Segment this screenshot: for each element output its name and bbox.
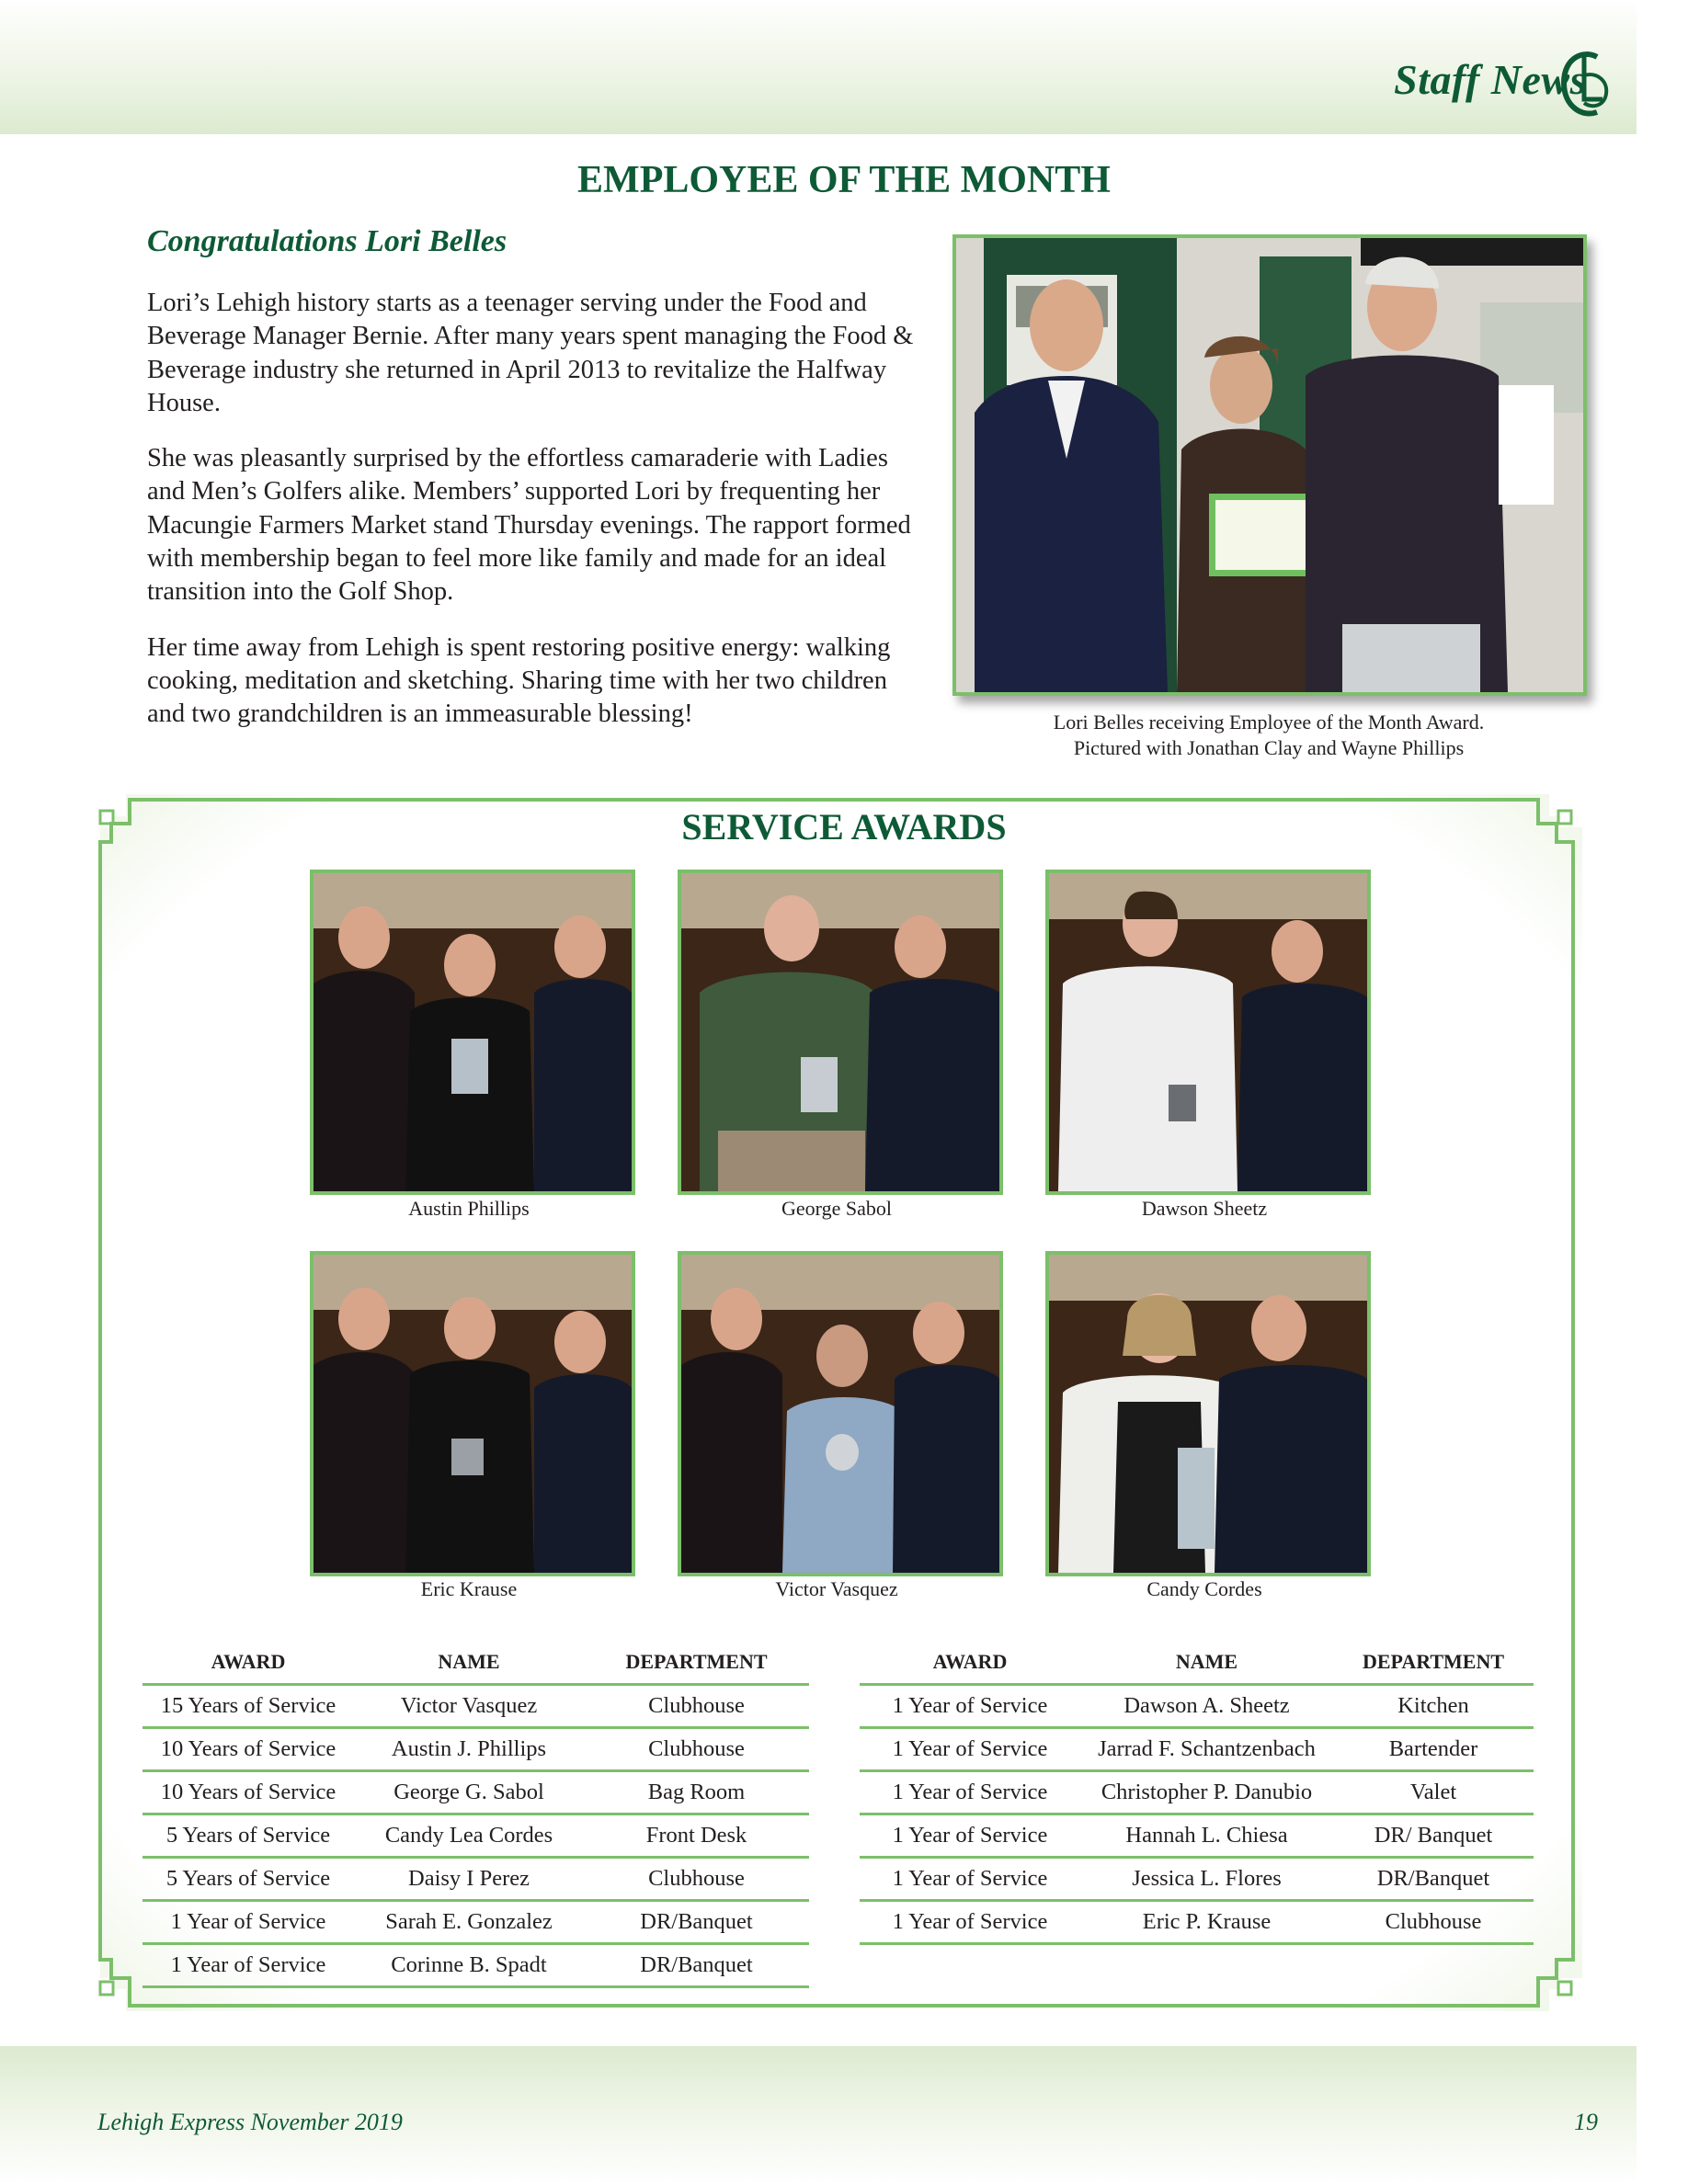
story-paragraph: Lori’s Lehigh history starts as a teenager serving under the Food and Beverage Manager Bernie. After many years spent managing the Food & Beverage industry she returned in April 2013 to revitalize the Halfway House. bbox=[147, 289, 914, 417]
award-cell: 1 Year of Service bbox=[860, 1901, 1080, 1944]
department-cell: Front Desk bbox=[584, 1814, 809, 1858]
award-photo-caption: Candy Cordes bbox=[1146, 1577, 1262, 1600]
table-row bbox=[860, 1814, 1534, 1858]
name-cell: Eric P. Krause bbox=[1080, 1901, 1333, 1944]
name-cell: Jarrad F. Schantzenbach bbox=[1080, 1728, 1333, 1771]
table-row bbox=[860, 1901, 1534, 1944]
department-cell: Bag Room bbox=[584, 1771, 809, 1814]
department-cell: DR/Banquet bbox=[584, 1944, 809, 1987]
name-cell: Christopher P. Danubio bbox=[1080, 1771, 1333, 1814]
section-title: Staff News bbox=[1394, 56, 1587, 103]
name-cell: Hannah L. Chiesa bbox=[1080, 1814, 1333, 1858]
award-cell: 1 Year of Service bbox=[860, 1685, 1080, 1728]
congratulations-subtitle: Congratulations Lori Belles bbox=[147, 224, 508, 258]
service-awards-heading: SERVICE AWARDS bbox=[681, 806, 1007, 847]
page-number: 19 bbox=[1574, 2109, 1598, 2135]
employee-award-photo bbox=[952, 234, 1587, 696]
award-photo bbox=[678, 1251, 1003, 1576]
department-cell: Clubhouse bbox=[584, 1858, 809, 1901]
table-row bbox=[143, 1814, 809, 1858]
award-photo bbox=[1045, 1251, 1371, 1576]
award-cell: 5 Years of Service bbox=[143, 1814, 354, 1858]
award-cell: 1 Year of Service bbox=[143, 1944, 354, 1987]
award-cell: 10 Years of Service bbox=[143, 1728, 354, 1771]
column-header-name: NAME bbox=[1080, 1641, 1333, 1685]
column-header-department: DEPARTMENT bbox=[1333, 1641, 1534, 1685]
award-cell: 1 Year of Service bbox=[143, 1901, 354, 1944]
column-header-name: NAME bbox=[354, 1641, 584, 1685]
name-cell: Candy Lea Cordes bbox=[354, 1814, 584, 1858]
award-cell: 1 Year of Service bbox=[860, 1814, 1080, 1858]
employee-of-month-heading: EMPLOYEE OF THE MONTH bbox=[577, 159, 1111, 201]
name-cell: Dawson A. Sheetz bbox=[1080, 1685, 1333, 1728]
department-cell: Bartender bbox=[1333, 1728, 1534, 1771]
table-row bbox=[143, 1771, 809, 1814]
table-row bbox=[860, 1728, 1534, 1771]
award-cell: 1 Year of Service bbox=[860, 1771, 1080, 1814]
award-photo bbox=[1045, 870, 1371, 1195]
award-cell: 1 Year of Service bbox=[860, 1858, 1080, 1901]
header-band bbox=[0, 0, 1637, 134]
service-awards-table-left bbox=[143, 1641, 809, 1988]
department-cell: Clubhouse bbox=[584, 1728, 809, 1771]
name-cell: Austin J. Phillips bbox=[354, 1728, 584, 1771]
name-cell: Daisy I Perez bbox=[354, 1858, 584, 1901]
column-header-department: DEPARTMENT bbox=[584, 1641, 809, 1685]
award-cell: 5 Years of Service bbox=[143, 1858, 354, 1901]
table-header-row bbox=[860, 1641, 1534, 1685]
publication-name: Lehigh Express November 2019 bbox=[97, 2109, 403, 2135]
award-photo-caption: Eric Krause bbox=[420, 1577, 518, 1600]
name-cell: George G. Sabol bbox=[354, 1771, 584, 1814]
department-cell: Valet bbox=[1333, 1771, 1534, 1814]
story-paragraph: She was pleasantly surprised by the effortless camaraderie with Ladies and Men’s Golfers alike. Members’ supported Lori by frequenting her Macungie Farmers Market stand Thursday evenings. The rapport formed with membership began to feel more like family and made for an ideal transition into the Golf Shop. bbox=[147, 444, 911, 607]
name-cell: Jessica L. Flores bbox=[1080, 1858, 1333, 1901]
department-cell: DR/Banquet bbox=[1333, 1858, 1534, 1901]
service-awards-table-right bbox=[860, 1641, 1534, 1945]
name-cell: Victor Vasquez bbox=[354, 1685, 584, 1728]
table-row bbox=[143, 1728, 809, 1771]
employee-story bbox=[147, 287, 929, 754]
column-header-award: AWARD bbox=[143, 1641, 354, 1685]
column-header-award: AWARD bbox=[860, 1641, 1080, 1685]
table-row bbox=[143, 1901, 809, 1944]
department-cell: Kitchen bbox=[1333, 1685, 1534, 1728]
department-cell: Clubhouse bbox=[584, 1685, 809, 1728]
award-cell: 10 Years of Service bbox=[143, 1771, 354, 1814]
department-cell: Clubhouse bbox=[1333, 1901, 1534, 1944]
award-cell: 1 Year of Service bbox=[860, 1728, 1080, 1771]
name-cell: Corinne B. Spadt bbox=[354, 1944, 584, 1987]
award-photo bbox=[678, 870, 1003, 1195]
photo-caption bbox=[947, 710, 1591, 761]
award-cell: 15 Years of Service bbox=[143, 1685, 354, 1728]
table-row bbox=[860, 1858, 1534, 1901]
award-photo-caption: Victor Vasquez bbox=[775, 1577, 898, 1600]
photo-caption-line: Pictured with Jonathan Clay and Wayne Phillips bbox=[1073, 736, 1465, 759]
table-header-row bbox=[143, 1641, 809, 1685]
table-row bbox=[860, 1771, 1534, 1814]
department-cell: DR/Banquet bbox=[584, 1901, 809, 1944]
table-row bbox=[860, 1685, 1534, 1728]
award-photo-caption: Dawson Sheetz bbox=[1141, 1197, 1268, 1220]
award-photo bbox=[310, 1251, 635, 1576]
department-cell: DR/ Banquet bbox=[1333, 1814, 1534, 1858]
award-photo bbox=[310, 870, 635, 1195]
award-photo-caption: Austin Phillips bbox=[408, 1197, 530, 1220]
table-row bbox=[143, 1944, 809, 1987]
club-logo-icon bbox=[1557, 48, 1612, 119]
photo-caption-line: Lori Belles receiving Employee of the Month Award. bbox=[1053, 711, 1485, 734]
story-paragraph: Her time away from Lehigh is spent restoring positive energy: walking cooking, meditation and sketching. Sharing time with her two children and two grandchildren is an immeasurable blessing! bbox=[147, 632, 891, 729]
award-photo-caption: George Sabol bbox=[781, 1197, 892, 1220]
table-row bbox=[143, 1685, 809, 1728]
photo-illustration bbox=[956, 238, 1583, 692]
table-row bbox=[143, 1858, 809, 1901]
name-cell: Sarah E. Gonzalez bbox=[354, 1901, 584, 1944]
